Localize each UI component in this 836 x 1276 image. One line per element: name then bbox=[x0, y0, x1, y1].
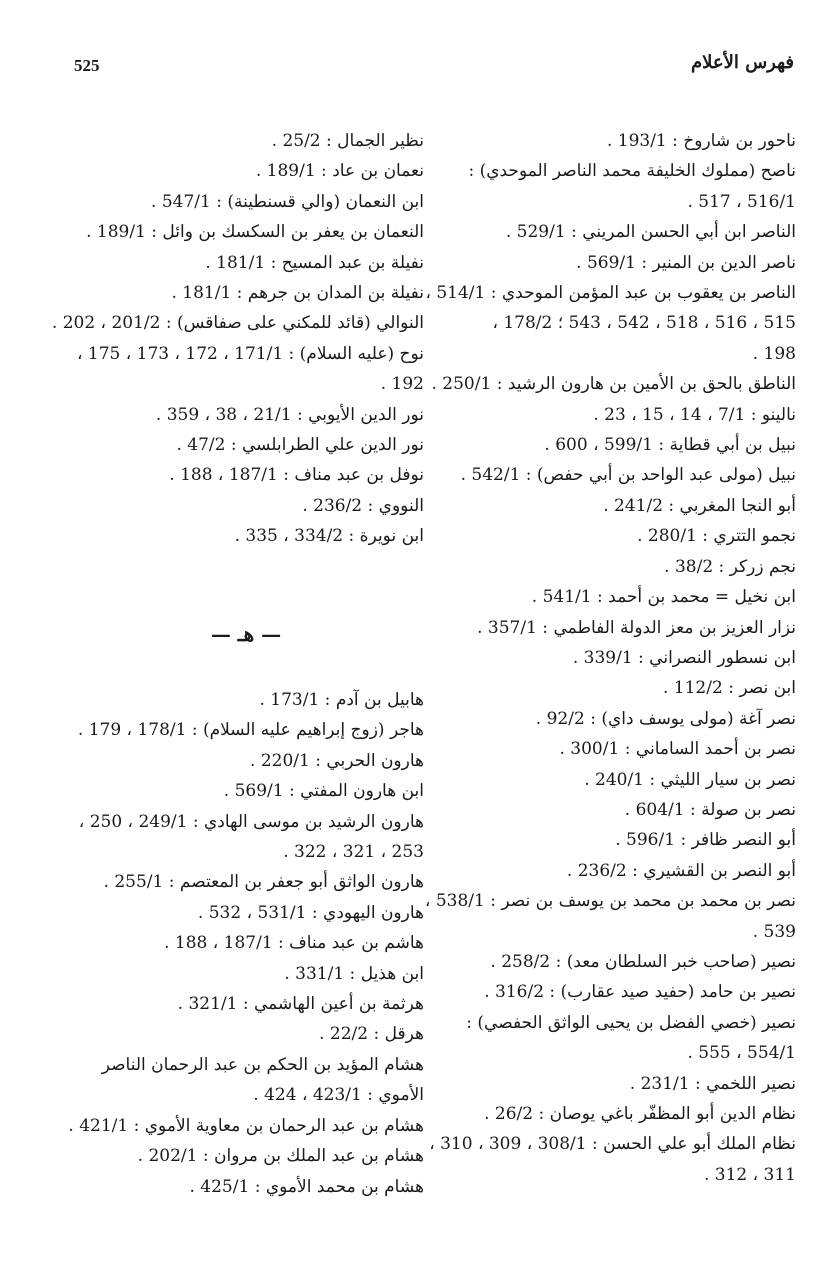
section-header-ha: — هـ — bbox=[210, 622, 282, 646]
index-entry: 515 ، 516 ، 518 ، 542 ، 543 ؛ 178/2 ، bbox=[492, 313, 796, 334]
index-entry: نالينو : 7/1 ، 14 ، 15 ، 23 . bbox=[593, 404, 796, 425]
index-entry: نفيلة بن عبد المسيح : 181/1 . bbox=[205, 252, 424, 273]
index-entry: الأموي : 423/1 ، 424 . bbox=[253, 1085, 424, 1106]
index-entry: نصر بن محمد بن محمد بن يوسف بن نصر : 538/1 ، bbox=[424, 891, 796, 912]
index-entry: نصير (خصي الفضل بن يحيى الواثق الحفصي) : bbox=[466, 1012, 796, 1033]
index-entry: 192 . bbox=[380, 374, 424, 395]
index-entry: نصر آغة (مولى يوسف داي) : 92/2 . bbox=[535, 708, 796, 729]
index-entry: أبو النصر ظافر : 596/1 . bbox=[615, 830, 796, 851]
index-entry: هشام بن عبد الرحمان بن معاوية الأموي : 421/1 . bbox=[68, 1115, 424, 1136]
index-entry: نفيلة بن المدان بن جرهم : 181/1 . bbox=[171, 283, 424, 304]
index-entry: هابيل بن آدم : 173/1 . bbox=[259, 690, 424, 710]
index-entry: هارون الحربي : 220/1 . bbox=[250, 750, 424, 771]
index-entry: 311 ، 312 . bbox=[703, 1164, 796, 1185]
index-entry: هشام بن عبد الملك بن مروان : 202/1 . bbox=[137, 1146, 424, 1167]
index-entry: نعمان بن عاد : 189/1 . bbox=[255, 161, 424, 182]
index-entry: هارون الواثق أبو جعفر بن المعتصم : 255/1 . bbox=[103, 872, 424, 893]
index-entry: ابن هذيل : 331/1 . bbox=[284, 963, 424, 984]
index-entry: ابن النعمان (والي قسنطينة) : 547/1 . bbox=[151, 191, 424, 212]
index-entry: نصر بن أحمد الساماني : 300/1 . bbox=[559, 739, 796, 760]
index-entry: 539 . bbox=[752, 921, 796, 942]
index-entry: أبو النجا المغربي : 241/2 . bbox=[603, 495, 796, 516]
left-column-ha-section bbox=[44, 685, 424, 1202]
index-entry: ناصر الدين بن المنير : 569/1 . bbox=[576, 252, 796, 273]
index-entry: نزار العزيز بن معز الدولة الفاطمي : 357/1 . bbox=[477, 617, 796, 638]
index-entry: هارون الرشيد بن موسى الهادي : 249/1 ، 250 ، bbox=[78, 811, 424, 832]
index-entry: نور الدين الأيوبي : 21/1 ، 38 ، 359 . bbox=[155, 404, 424, 425]
index-entry: نصير بن حامد (حفيد صيد عقارب) : 316/2 . bbox=[484, 982, 796, 1003]
index-entry: هارون اليهودي : 531/1 ، 532 . bbox=[197, 902, 424, 923]
index-entry: الناصر بن يعقوب بن عبد المؤمن الموحدي : 514/1 ، bbox=[425, 283, 796, 304]
index-entry: 198 . bbox=[752, 343, 796, 364]
index-entry: نصر بن صولة : 604/1 . bbox=[624, 799, 796, 820]
index-entry: الناطق بالحق بن الأمين بن هارون الرشيد : 250/1 . bbox=[431, 374, 796, 395]
index-entry: نصر بن سيار الليثي : 240/1 . bbox=[584, 769, 796, 790]
index-entry: ابن هارون المفتي : 569/1 . bbox=[223, 781, 424, 802]
index-entry: نصير (صاحب خبر السلطان معد) : 258/2 . bbox=[490, 951, 796, 972]
left-column bbox=[44, 126, 424, 552]
index-entry: هشام المؤيد بن الحكم بن عبد الرحمان الناصر bbox=[101, 1054, 424, 1075]
index-entry: النعمان بن يعفر بن السكسك بن وائل : 189/1 . bbox=[86, 222, 424, 243]
index-entry: نجم زركر : 38/2 . bbox=[664, 556, 796, 577]
index-entry: 253 ، 321 ، 322 . bbox=[283, 842, 424, 863]
index-entry: أبو النصر بن القشيري : 236/2 . bbox=[566, 860, 796, 881]
index-entry: نصير اللخمي : 231/1 . bbox=[629, 1073, 796, 1094]
index-entry: نور الدين علي الطرابلسي : 47/2 . bbox=[176, 435, 424, 456]
index-entry: نوح (عليه السلام) : 171/1 ، 172 ، 173 ، 175 ، bbox=[77, 343, 424, 364]
index-entry: ناصح (مملوك الخليفة محمد الناصر الموحدي) : bbox=[468, 161, 796, 182]
page-number: 525 bbox=[74, 56, 100, 75]
running-title: فهرس الأعلام bbox=[691, 52, 794, 73]
index-entry: نبيل بن أبي قطاية : 599/1 ، 600 . bbox=[544, 435, 796, 456]
index-entry: الناصر ابن أبي الحسن المريني : 529/1 . bbox=[505, 222, 796, 243]
index-entry: نبيل (مولى عبد الواحد بن أبي حفص) : 542/1 . bbox=[460, 465, 796, 486]
index-entry: ابن نسطور النصراني : 339/1 . bbox=[572, 647, 796, 668]
index-entry: ناحور بن شاروخ : 193/1 . bbox=[606, 131, 796, 151]
index-entry: النوالي (قائد للمكني على صفاقس) : 201/2 ، 202 . bbox=[51, 313, 424, 334]
index-entry: هاشم بن عبد مناف : 187/1 ، 188 . bbox=[164, 933, 424, 954]
index-entry: ابن نخيل = محمد بن أحمد : 541/1 . bbox=[531, 587, 796, 608]
index-entry: 554/1 ، 555 . bbox=[687, 1043, 796, 1064]
index-entry: هرقل : 22/2 . bbox=[319, 1024, 424, 1045]
index-entry: نظام الملك أبو علي الحسن : 308/1 ، 309 ، 310 ، bbox=[429, 1134, 796, 1155]
index-entry: النووي : 236/2 . bbox=[302, 495, 424, 516]
index-entry: 516/1 ، 517 . bbox=[687, 191, 796, 212]
index-entry: نظير الجمال : 25/2 . bbox=[271, 131, 424, 151]
index-entry: نظام الدين أبو المظفّر باغي يوصان : 26/2 . bbox=[484, 1104, 796, 1124]
index-entry: هاجر (زوج إبراهيم عليه السلام) : 178/1 ، 179 . bbox=[77, 720, 424, 741]
right-column bbox=[414, 126, 796, 1190]
index-entry: نجمو التتري : 280/1 . bbox=[637, 526, 796, 547]
index-entry: ابن نويرة : 334/2 ، 335 . bbox=[234, 526, 424, 547]
index-entry: هرثمة بن أعين الهاشمي : 321/1 . bbox=[177, 994, 424, 1015]
index-entry: ابن نصر : 112/2 . bbox=[662, 678, 796, 699]
index-entry: هشام بن محمد الأموي : 425/1 . bbox=[189, 1176, 424, 1197]
index-entry: نوفل بن عبد مناف : 187/1 ، 188 . bbox=[169, 465, 424, 486]
